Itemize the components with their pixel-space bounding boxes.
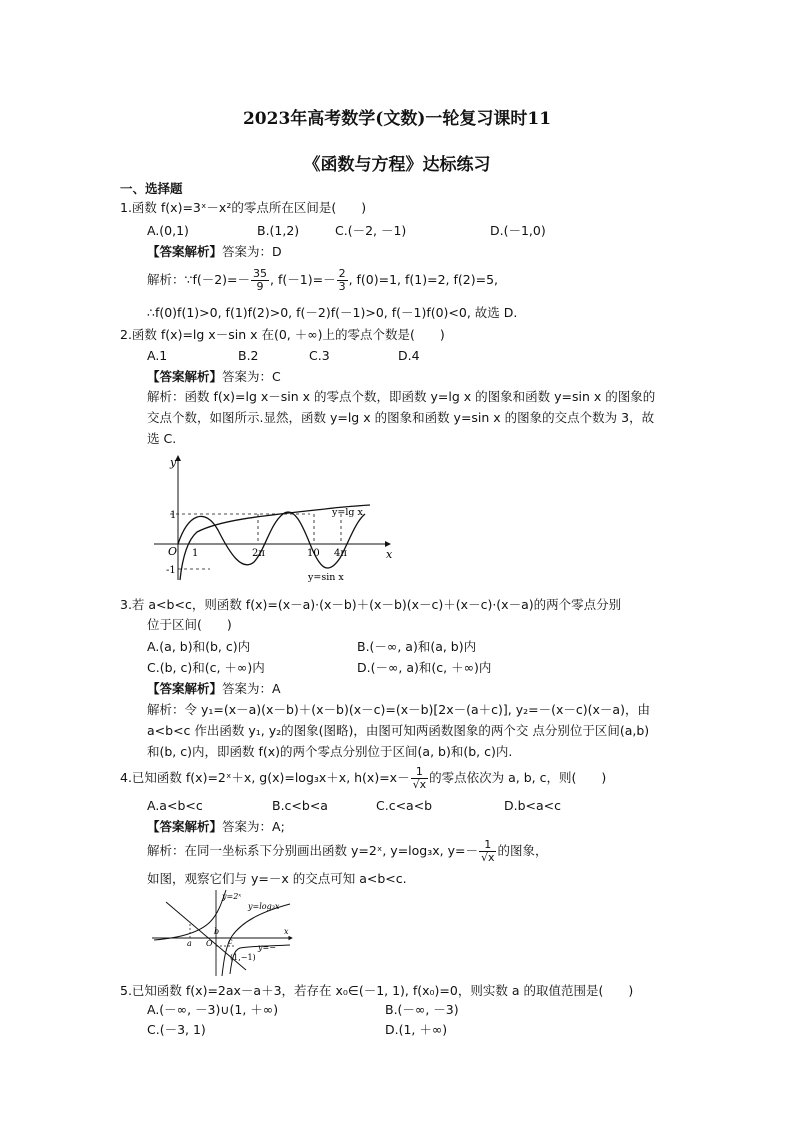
q3-option-a: A.(a, b)和(b, c)内	[147, 639, 251, 654]
q1-option-d: D.(－1,0)	[490, 223, 546, 238]
graph-x-label: x	[386, 548, 393, 561]
answer-tag: 【答案解析】	[147, 681, 223, 696]
q4-option-c: C.c<a<b	[376, 798, 433, 813]
fraction-denominator: 3	[338, 280, 346, 293]
label-c: c	[228, 937, 233, 946]
graph-tick-1: 1	[170, 510, 177, 521]
answer-text: 答案为：A	[222, 681, 281, 696]
fraction	[251, 268, 269, 293]
answer-tag: 【答案解析】	[147, 819, 223, 834]
q1-option-b: B.(1,2)	[257, 223, 300, 238]
q3-option-d: D.(－∞, a)和(c, ＋∞)内	[357, 660, 492, 675]
q4-sol-part: 的图象，	[497, 843, 548, 858]
exp-label: y=2ˣ	[222, 892, 242, 901]
answer-text: 答案为：C	[222, 369, 281, 384]
lg-curve-label: y=lg x	[332, 507, 363, 518]
q2-solution-line2: 交点个数，如图所示.显然，函数 y=lg x 的图象和函数 y=sin x 的图象的交点个数为 3，故	[147, 410, 655, 425]
label-b: b	[214, 927, 220, 936]
q5-option-a: A.(－∞, －3)∪(1, ＋∞)	[147, 1002, 279, 1017]
q4-stem	[120, 764, 606, 792]
answer-text: 答案为：A;	[222, 819, 285, 834]
sin-curve-label: y=sin x	[308, 572, 344, 583]
fraction	[411, 766, 429, 791]
q1-sol-part: 解析：∵f(－2)=－	[147, 272, 251, 287]
fraction-denominator: √x	[412, 778, 427, 791]
answer-tag: 【答案解析】	[147, 244, 223, 259]
doc-title-line2: 《函数与方程》达标练习	[303, 155, 491, 175]
sin-curve	[178, 512, 365, 568]
q2-option-b: B.2	[238, 348, 259, 363]
fraction-numerator: 1	[479, 839, 497, 852]
q2-solution-line3: 选 C.	[147, 431, 177, 446]
fraction-numerator: 1	[411, 766, 429, 779]
q4-answer	[147, 819, 285, 835]
fraction-denominator: √x	[480, 851, 495, 864]
fraction-numerator: 35	[253, 267, 268, 280]
q4-stem-part: 4.已知函数 f(x)=2ˣ＋x, g(x)=log₃x＋x, h(x)=x－	[120, 770, 410, 785]
q1-sol-part: , f(－1)=－	[270, 272, 336, 287]
section-heading: 一、选择题	[120, 181, 183, 196]
q1-sol-part: , f(0)=1, f(1)=2, f(2)=5,	[348, 272, 498, 287]
q1-answer	[147, 244, 282, 260]
graph-tick-2pi: 2π	[252, 548, 265, 559]
q3-stem: 3.若 a<b<c，则函数 f(x)=(x－a)·(x－b)＋(x－b)(x－c)＋(x－c)·(x－a)的两个零点分别	[120, 597, 622, 612]
q4-option-b: B.c<b<a	[272, 798, 328, 813]
fraction	[479, 839, 497, 864]
q2-solution-line1: 解析：函数 f(x)=lg x－sin x 的零点个数，即函数 y=lg x 的图象和函数 y=sin x 的图象的	[147, 389, 656, 404]
q4-graph	[150, 888, 300, 978]
q4-sol-part: 解析：在同一坐标系下分别画出函数 y=2ˣ, y=log₃x, y=－	[147, 843, 478, 858]
q1-solution-line1	[147, 266, 498, 294]
q1-option-c: C.(－2, －1)	[335, 223, 407, 238]
q3-solution-line1: 解析：令 y₁=(x－a)(x－b)＋(x－b)(x－c)=(x－b)[2x－(a＋c)], y₂=－(x－c)(x－a)，由	[147, 702, 650, 717]
graph-y-label: y	[170, 456, 177, 469]
q4-option-d: D.b<a<c	[504, 798, 562, 813]
q1-solution-line2: ∴f(0)f(1)>0, f(1)f(2)>0, f(－2)f(－1)>0, f(－1)f(0)<0, 故选 D.	[147, 305, 518, 320]
q1-stem: 1.函数 f(x)=3ˣ－x²的零点所在区间是( )	[120, 200, 367, 215]
q1-option-a: A.(0,1)	[147, 223, 189, 238]
q5-option-b: B.(－∞, －3)	[385, 1002, 459, 1017]
q3-option-b: B.(－∞, a)和(a, b)内	[357, 639, 477, 654]
q4-option-a: A.a<b<c	[147, 798, 203, 813]
fraction-numerator: 2	[338, 267, 346, 280]
point-label: (1,−1)	[230, 953, 256, 962]
q3-solution-line2: a<b<c 作出函数 y₁, y₂的图象(图略)，由图可知两函数图象的两个交 点分别位于区间(a,b)	[147, 723, 650, 738]
q3-answer	[147, 681, 281, 697]
q5-stem: 5.已知函数 f(x)=2ax－a＋3，若存在 x₀∈(－1, 1), f(x₀)=0，则实数 a 的取值范围是( )	[120, 983, 634, 998]
answer-tag: 【答案解析】	[147, 369, 223, 384]
q2-stem: 2.函数 f(x)=lg x－sin x 在(0, ＋∞)上的零点个数是( )	[120, 327, 445, 342]
label-origin: O	[206, 939, 213, 948]
x-label: x	[284, 927, 289, 936]
q3-option-c: C.(b, c)和(c, ＋∞)内	[147, 660, 265, 675]
fraction-denominator: 9	[256, 280, 264, 293]
q2-graph	[150, 452, 400, 587]
h-label: y=−	[258, 943, 276, 952]
q5-option-d: D.(1, ＋∞)	[385, 1022, 448, 1037]
graph-tick-10: 10	[307, 548, 320, 559]
doc-title-line1: 2023年高考数学(文数)一轮复习课时11	[242, 109, 552, 129]
graph-tick-neg1: -1	[166, 565, 176, 576]
q5-option-c: C.(－3, 1)	[147, 1022, 206, 1037]
q2-answer	[147, 369, 281, 385]
answer-text: 答案为：D	[222, 244, 282, 259]
graph-origin: O	[168, 545, 178, 558]
q3-solution-line3: 和(b, c)内，即函数 f(x)的两个零点分别位于区间(a, b)和(b, c)内.	[147, 744, 513, 759]
q4-stem-part: 的零点依次为 a, b, c，则( )	[429, 770, 607, 785]
log-label: y=log₃x	[248, 902, 280, 911]
q3-stem-line2: 位于区间( )	[147, 617, 232, 632]
graph-tick-4pi: 4π	[334, 548, 347, 559]
q4-solution-line2: 如图，观察它们与 y=－x 的交点可知 a<b<c.	[147, 871, 407, 886]
q2-option-d: D.4	[398, 348, 420, 363]
q2-option-c: C.3	[309, 348, 330, 363]
label-a: a	[187, 939, 192, 948]
graph-tick-x1: 1	[192, 548, 199, 559]
q2-option-a: A.1	[147, 348, 168, 363]
q4-solution-line1	[147, 837, 548, 865]
fraction	[337, 268, 348, 293]
